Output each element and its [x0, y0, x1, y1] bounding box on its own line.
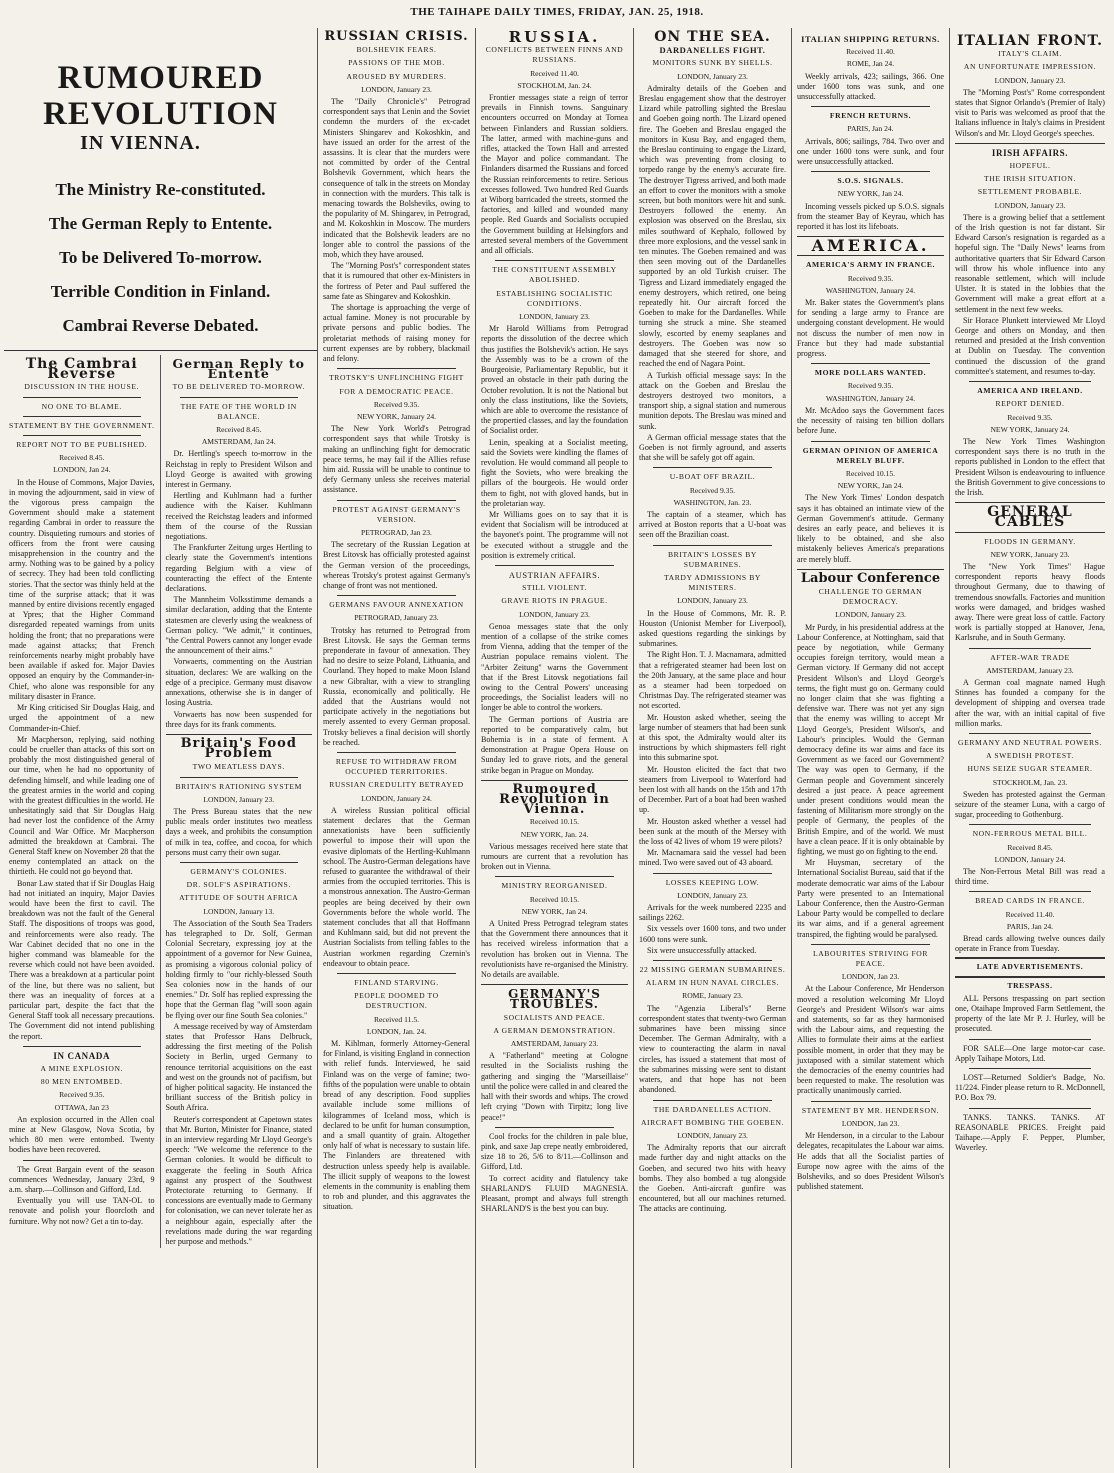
submarines-head: 22 MISSING GERMAN SUBMARINES. — [639, 965, 786, 975]
italian-shipping-head: ITALIAN SHIPPING RETURNS. — [801, 34, 940, 44]
losses-para-5: Mr. Houston asked whether a vessel had been sunk at the mouth of the Mersey with the loss of 42 lives of whom 19 were pilots? — [639, 816, 786, 847]
trespass-head: TRESPASS. — [1007, 980, 1053, 990]
labour-dateline: LONDON, January 23. — [835, 610, 906, 620]
canada-para: An explosion occurred in the Allen coal mine at New Glasgow, Nova Scotia, by which 80 men were entombed. Twenty bodies have been recovered. — [9, 1114, 155, 1155]
french-head: FRENCH RETURNS. — [829, 111, 912, 121]
canada-sub-1: A MINE EXPLOSION. — [40, 1064, 124, 1073]
trotsky-received: Received 9.35. — [373, 399, 420, 409]
losses-para-3: Mr. Houston asked whether, seeing the large number of steamers that had been sunk at this spot, the Admiralty would alter its instructions by which shipmasters fell right into this submarine spot. — [639, 712, 786, 763]
assembly-para-2: Lenin, speaking at a Socialist meeting, said the Soviets were kindling the flames of revolution. He would command all people to fight the Soviets, who were breaking the pillars of the bourgeois. He would order them to fight, not with gloved hands, but in the proletarian way. — [481, 437, 628, 508]
opinion-para: The New York Times' London despatch says it has obtained an intimate view of the German Government's attitude. Germany desires an early peace, and believes it is likely to be obtained, and she also mistakenly believes America's preparations are merely bluff. — [797, 493, 944, 564]
french-dateline: PARIS, Jan 24. — [847, 124, 894, 134]
cambrai-sub-2: NO ONE TO BLAME. — [41, 401, 122, 411]
refuse-sub: RUSSIAN CREDULITY BETRAYED — [329, 780, 464, 790]
army-head: AMERICA'S ARMY IN FRANCE. — [805, 260, 936, 270]
italian-front-sub-2: AN UNFORTUNATE IMPRESSION. — [963, 62, 1097, 72]
afterwar-head: AFTER-WAR TRADE — [990, 652, 1070, 662]
deck-2: The German Reply to Entente. — [48, 214, 273, 233]
deck-4: Terrible Condition in Finland. — [50, 282, 271, 301]
opinion-head: GERMAN OPINION OF AMERICA MERELY BLUFF. — [802, 445, 939, 465]
german-reply-dateline: AMSTERDAM, Jan 24. — [201, 437, 276, 447]
finland-dateline: LONDON, Jan. 24. — [366, 1026, 427, 1036]
food-sub-1: TWO MEATLESS DAYS. — [192, 762, 285, 772]
masthead: THE TAIHAPE DAILY TIMES, FRIDAY, JAN. 25, 1918. — [410, 6, 704, 18]
ad-frocks: Cool frocks for the children in pale blue, pink, and saxe Jap crepe neatly embroidered, size 18 to 26, 5/6 to 8/11.—Collinson and Gifford, Ltd. — [481, 1131, 628, 1172]
refuse-para: A wireless Russian political official statement declares that the German annexationists have been sufficiently powerful to impose their will upon the evasive diplomats of the Hertling-Kuhlmann school. The Austro-German delegations have refused to guarantee the withdrawal of their armies from the occupied territories. This is a monstrous annexation. The Austro-German peoples are being deceived by their own Governments before the whole world. The statement concludes that all that Hoffmann and Kuhlmann said, but did not prevent the Austrian Socialists from telling fables to the Austrian workmen regarding Czernin's endeavour to obtain peace. — [323, 805, 470, 968]
labour-sub: CHALLENGE TO GERMAN DEMOCRACY. — [818, 586, 923, 607]
russian-crisis-sub-3: AROUSED BY MURDERS. — [346, 71, 447, 81]
colonies-sub-1: DR. SOLF'S ASPIRATIONS. — [186, 880, 291, 890]
afterwar-para: A German coal magnate named Hugh Stinnes has founded a company for the development of shipping and oversea trade after the war, with an initial capital of five million marks. — [955, 677, 1105, 728]
italian-front-sub: ITALY'S CLAIM. — [998, 49, 1062, 59]
colonies-para-3: Reuter's correspondent at Capetown states that Mr. Burton, Minister for Finance, stated in an interview regarding Mr Lloyd George's speech: "We welcome the reference to the German colonies. It would be difficult to exaggerate the feeling in South Africa against any prospect of the Southwest Protectorate returning to Germany. If concessions are eventually made to Germany for colonisation, we can never tolerate her as a neighbour again, especially after the revelations made during the war regarding her purpose and methods." — [165, 1114, 312, 1247]
german-reply-para-4: The Mannheim Volksstimme demands a similar declaration, adding that the Entente statesmen are cleverly using the weakness of German policy. "We admit," it continues, "the Central Powers cannot any longer evade the announcement of their aims." — [165, 595, 312, 656]
protest-para: The secretary of the Russian Legation at Brest Litovsk has officially protested against the German version of the proceedings, whereas Trotsky's protest against Germany's change of front was not mentioned. — [323, 540, 470, 590]
italian-front-head: ITALIAN FRONT. — [956, 33, 1104, 49]
sos-dateline: NEW YORK, Jan 24. — [837, 189, 904, 199]
russia-received: Received 11.40. — [530, 68, 579, 78]
america-ireland-received: Received 9.35. — [1007, 412, 1053, 422]
neutral-sub-2: HUNS SEIZE SUGAR STEAMER. — [967, 764, 1093, 774]
low-head: LOSSES KEEPING LOW. — [665, 877, 760, 887]
low-para-3: Six were unsuccessfully attacked. — [647, 945, 757, 955]
colonies-para-2: A message received by way of Amsterdam states that Professor Hans Delbruck, addressing the first meeting of the Polish Society in Berlin, urged Germany to renounce territorial acquisitions on the east and west on the grounds not of pacifism, but of higher political sagacity. He instanced the brilliant success of the British policy in South Africa. — [165, 1021, 312, 1113]
italian-shipping-para: Weekly arrivals, 423; sailings, 366. One under 1600 tons was sunk, and one unsuccessfully attacked. — [797, 71, 944, 102]
trotsky-para: The New York World's Petrograd correspondent says that while Trotsky is making an unflinching fight for democratic peace terms, he may fail if the Allies refuse him aid. Russia will be unable to continue to defy Germany unless she receives material assistance. — [323, 424, 470, 495]
dollars-para: Mr. McAdoo says the Government faces the necessity of raising ten billion dollars before June. — [797, 405, 944, 436]
austrian-para-1: Genoa messages state that the only mention of a collapse of the strike comes from Vienna, adding that the temper of the Austrian populace remains violent. The "Arbiter Zeitung" warns the Government that if the Brest Litovsk negotiations fail owing to the Central Powers' unceasing proceedings, the Socialist leaders will no longer be able to control the workers. — [481, 621, 628, 713]
submarines-dateline: ROME, January 23. — [682, 991, 743, 1001]
bread-received: Received 11.40. — [1005, 909, 1055, 919]
trotsky-head: TROTSKY'S UNFLINCHING FIGHT — [329, 373, 464, 383]
cambrai-para-2: Mr King criticised Sir Douglas Haig, and urged the appointment of a new Commander-in-Chief. — [9, 703, 155, 733]
low-para-2: Six vessels over 1600 tons, and two under 1600 tons were sunk. — [639, 924, 786, 944]
russia-dateline: STOCKHOLM, Jan. 24. — [517, 80, 592, 90]
irish-dateline: LONDON, January 23. — [994, 200, 1066, 210]
america-ireland-head: AMERICA AND IRELAND. — [977, 386, 1083, 396]
irish-head: IRISH AFFAIRS. — [991, 147, 1069, 158]
german-reply-para-1: Dr. Hertling's speech to-morrow in the Reichstag in reply to President Wilson and Lloyd George is awaited with growing interest in Germany. — [165, 449, 312, 490]
finland-head: FINLAND STARVING. — [354, 978, 439, 988]
late-ads-head: LATE ADVERTISEMENTS. — [976, 962, 1084, 972]
labourites-dateline: LONDON, Jan 23. — [841, 972, 900, 982]
irish-sub: HOPEFUL. — [1009, 161, 1051, 171]
austrian-sub: STILL VIOLENT. — [522, 583, 587, 593]
labour-para-1: Mr Purdy, in his presidential address at the Labour Conference, at Nottingham, said that peace by negotiation, while Germany occupies foreign territory, would mean a German victory. If Germany did not accept President Wilson's and Lloyd George's terms, the fight must go on. Germany could no longer claim that she was fighting a defensive war. There was not yet any sign that the enemy was willing to accept Mr Lloyd George's, President Wilson's, and Labour's principles. Would the German democracy define its war aims and face its Government as we faced our Government? The way was open to Germany, if the German people and Government sincerely desired a just peace. A peace agreement under present conditions would mean the fastening of Militarism more strongly on the people of Germany, the peoples of the British Empire, and of the world. We must have a clean peace. If it is only obtainable by fighting, we must go on fighting to the end. — [797, 622, 944, 857]
cambrai-para-1: In the House of Commons, Major Davies, in moving the adjournment, said in view of the vigorous press campaign the Government should make a statement regarding Cambrai in order to reassure the country. Disquieting rumours and stories of officers from the front were causing misapprehension in the country and the army. Nothing was to be gained by a policy of secrecy. They had been told conflicting stories. That the sector was thinly held at the time of the surprise attack; that it was manned by entire divisions recently engaged at Ypres; that the Higher Command disregarded repeated warnings from units holding the front; that no preparations were made against attacks; that French reinforcements nearby might probably have been available if asked for. Major Davies opposed an enquiry by the Commander-in-Chief, who alone was responsible for any military disaster in France. — [9, 477, 155, 701]
deck-1: The Ministry Re-constituted. — [55, 180, 266, 199]
ad-tanks: TANKS. TANKS. TANKS. AT REASONABLE PRICES. Freight paid Taihape.—Apply F. Pepper, Plumber, Waverley. — [955, 1112, 1105, 1153]
irish-sub-2: THE IRISH SITUATION. — [984, 174, 1076, 184]
dollars-dateline: WASHINGTON, January 24. — [825, 393, 916, 403]
ministry-head: MINISTRY REORGANISED. — [501, 881, 608, 891]
irish-para-2: Sir Horace Plunkett interviewed Mr Lloyd George and others on Monday, and then returned and presided at the Irish convention at Dublin on Tuesday. The convention continued the discussion of the grand committee's statement, and resumes to-day. — [955, 315, 1105, 376]
canada-received: Received 9.35. — [59, 1090, 105, 1100]
austrian-dateline: LONDON, January 23. — [519, 609, 590, 619]
low-dateline: LONDON, January 23. — [677, 890, 748, 900]
troubles-head: GERMANY'S TROUBLES. — [508, 987, 601, 1012]
floods-head: FLOODS IN GERMANY. — [984, 536, 1076, 546]
vienna-head: Rumoured Revolution in Vienna. — [499, 781, 610, 818]
general-cables-head: GENERAL CABLES — [987, 504, 1073, 531]
lead-title-2: IN VIENNA. — [80, 132, 201, 154]
sea-para-1: Admiralty details of the Goeben and Breslau engagement show that the destroyer Lizard while patrolling sighted the Breslau and Goeben going north. The Lizard opened fire. The Goeben and Breslau engaged the monitors in Kusu Bay, and engaged them, the Breslau continuing to engage the Lizard, which was preventing from closing to torpedo range by the enemy's accurate fire. The destroyer Tigress arrived, and both made an effort to cover the monitors with a smoke screen, but both monitors were hit and sunk. Destroyers followed the enemy. An explosion was observed on the Breslau, six miles southward of Kephalo, followed by three more explosions, and the vessel sank in ten minutes. The Goeben remained and was then seen moving out of the Dardanelles supported by an old Turkish cruiser. The Tigress and Lizard immediately engaged the enemy destroyers, which retired, one being repeatedly hit. Our aircraft forced the Goeben to make for the Dardanelles. While turning she struck a mine. She steamed slowly, escorted by enemy seaplanes and destroyers. The Goeben was now so damaged that she steered for shore, and reached the end of Nagara Point. — [639, 83, 786, 369]
bread-dateline: PARIS, Jan 24. — [1006, 921, 1054, 931]
cambrai-para-4: Bonar Law stated that if Sir Douglas Haig had not initiated an inquiry, Major Davies would have been the first to cavil. The breakdown was not the fault of the General Staff. The dispositions of troops was good, and reinforcements were also ready. The War Cabinet decided that no one in the higher command was blameable for the reverse which could not have been avoided. There was a breakdown at a particular point of the line, but there was no salient, but there was an inequality of forces at a particular part, despite the fact that the General Staff took all necessary precautions. The Government did not intend publishing the report. — [9, 878, 155, 1041]
opinion-dateline: NEW YORK, Jan 24. — [837, 481, 904, 491]
protest-head: PROTEST AGAINST GERMANY'S VERSION. — [332, 504, 461, 524]
russian-crisis-para-2: The "Morning Post's" correspondent states that it is rumoured that other ex-Ministers in the fortress of Peter and Paul suffered the same fate as Shingarev and Kokoshkin. — [323, 261, 470, 301]
cambrai-sub-1: DISCUSSION IN THE HOUSE. — [24, 382, 140, 392]
protest-dateline: PETROGRAD, Jan 23. — [361, 527, 432, 537]
canada-sub-2: 80 MEN ENTOMBED. — [40, 1077, 123, 1087]
losses-dateline: LONDON, January 23. — [677, 596, 748, 606]
column-1 — [4, 28, 318, 1468]
troubles-sub: SOCIALISTS AND PEACE. — [503, 1012, 606, 1022]
austrian-head: AUSTRIAN AFFAIRS. — [508, 569, 601, 580]
ad-lost-badge: LOST—Returned Soldier's Badge, No. 11/224. Finder please return to R. McDonnell, P.O. Box 79. — [955, 1073, 1105, 1103]
russia-sub: CONFLICTS BETWEEN FINNS AND RUSSIANS. — [485, 45, 624, 65]
losses-sub: TARDY ADMISSIONS BY MINISTERS. — [663, 572, 761, 593]
low-para-1: Arrivals for the week numbered 2235 and sailings 2262. — [639, 903, 786, 923]
colonies-dateline: LONDON, January 13. — [203, 906, 275, 916]
italian-front-dateline: LONDON, January 23. — [994, 75, 1066, 85]
german-reply-para-6: Vorwaerts has now been suspended for three days for its frank comments. — [165, 709, 312, 729]
metal-received: Received 8.45. — [1007, 842, 1053, 852]
german-reply-head: German Reply to Entente — [172, 356, 306, 382]
annex-para: Trotsky has returned to Petrograd from Brest Litovsk. He says the German terms preponderate in favour of annexation. They had no desire to seize Poland, Lithuania, and Courland. They hoped to make Moon Island a new Gibraltar, with a view to strangling Russia, economically and politically. He added that the Austrians would not participate actively in the negotiations but merely assented to every German proposal. Trotsky believes a final decision will shortly be reached. — [323, 625, 470, 747]
subcolumn-cambrai — [4, 355, 161, 1248]
metal-para: The Non-Ferrous Metal Bill was read a third time. — [955, 867, 1105, 887]
ad-bargain: The Great Bargain event of the season commences Wednesday, January 23rd, 9 a.m. sharp.—Collinson and Gifford, Ltd. — [9, 1164, 155, 1195]
troubles-dateline: AMSTERDAM, January 23. — [510, 1039, 599, 1049]
italian-shipping-dateline: ROME, Jan 24. — [846, 59, 895, 69]
deck-5: Cambrai Reverse Debated. — [62, 316, 259, 335]
uboat-received: Received 9.35. — [689, 485, 736, 495]
colonies-para-1: The Association of the South Sea Traders has telegraphed to Dr. Solf, German Colonial Secretary, expressing joy at the appointment of a governor for New Guinea, as promising a vigorous colonial policy of holding firmly to "our richly-blessed South Sea colonies now in the hands of our enemies." Dr. Solf has replied expressing the hope that the German flag "will soon again be flying over our fine South Sea colonies." — [165, 918, 312, 1020]
russian-crisis-dateline: LONDON, January 23. — [361, 84, 432, 94]
neutral-head: GERMANY AND NEUTRAL POWERS. — [958, 737, 1102, 747]
russian-crisis-para-1: The "Daily Chronicle's" Petrograd correspondent says that Lenin and the Soviet condemn the murders of the ex-cadet Ministers Shingarev and Kokoshkin, and have issued an order for the arrest of the assassins. It is clear that the murders were not committed by order of the Central Bolshevik Government, which hears the consequence of talk in the streets on Monday in connection with the murders. This talk is menacing towards the Bolsheviks, owing to the popularity of M. Shingarev, in Petrograd, and M. Kokoshkin in Moscow. The murders indicated that the Bolshevik leaders are no longer able to control the passions of the mob, which they have aroused. — [323, 97, 470, 260]
french-para: Arrivals, 806; sailings, 784. Two over and one under 1600 tons were sunk, and four were unsuccessfully attacked. — [797, 136, 944, 167]
column-2 — [318, 28, 476, 1468]
column-3 — [476, 28, 634, 1468]
metal-dateline: LONDON, January 24. — [994, 854, 1066, 864]
russia-para: Frontier messages state a reign of terror prevails in Finnish towns. Sanguinary encounters occurred on Monday at Tornea between Finlanders and Russian soldiers. The latter, armed with machine-guns and rifles, attacked the Town Hall and arrested the Mayor and police commandant. The Finlanders disarmed the Russians and forced the Russian reinforcements to retire. Serious excesses followed. Two hundred Red Guards at Wiborg barricaded the streets, stormed the factories, and killed and wounded many people. Red Guards and Socialists occupied the Government building at Helsingfors and arrested several members of the Government and all officials. — [481, 93, 628, 256]
trotsky-dateline: NEW YORK, January 24. — [356, 411, 437, 421]
canada-head: IN CANADA — [53, 1050, 111, 1061]
losses-head: BRITAIN'S LOSSES BY SUBMARINES. — [668, 549, 757, 569]
sea-sub-2: MONITORS SUNK BY SHELLS. — [652, 58, 773, 68]
losses-para-6: Mr. Macnamara said the vessel had been mined. Two were saved out of 43 aboard. — [639, 848, 786, 868]
america-head: AMERICA. — [811, 236, 930, 256]
submarines-sub: ALARM IN HUN NAVAL CIRCLES. — [645, 978, 780, 988]
army-received: Received 9.35. — [847, 273, 894, 283]
column-4 — [634, 28, 792, 1468]
floods-dateline: NEW YORK, January 23. — [990, 549, 1070, 559]
trotsky-sub: FOR A DEMOCRATIC PEACE. — [339, 386, 454, 396]
floods-para: The "New York Times" Hague correspondent reports heavy floods throughout Germany, due to thawing of tremendous snowfalls. Factories and munition works were damaged, and bridges washed away. There were great loss of cattle. Factory work is partially stopped at Hanover, Jena, Karlsruhe, and in South Germany. — [955, 561, 1105, 643]
russian-crisis-para-3: The shortage is approaching the verge of actual famine. Money is not procurable by private persons and public bodies. The proletariat methods of raising money for current expenses are by robbery, blackmail and felony. — [323, 303, 470, 364]
sea-head: ON THE SEA. — [654, 29, 771, 45]
labourites-para: At the Labour Conference, Mr Henderson moved a resolution welcoming Mr Lloyd George's and President Wilson's war aims and statements, so far as they harmonised with the Labour aims, and requesting the Allies to formulate their aims at the earliest possible moment, in order that they may be juxtaposed with a similar statement which the democracies of the enemy countries had been requested to make. The resolution was practically unanimously carried. — [797, 984, 944, 1096]
russian-crisis-sub-1: BOLSHEVIK FEARS. — [356, 45, 437, 55]
neutral-dateline: STOCKHOLM, Jan. 23. — [992, 777, 1068, 787]
bread-head: BREAD CARDS IN FRANCE. — [975, 896, 1085, 906]
italian-shipping-received: Received 11.40. — [846, 47, 895, 57]
ministry-para: A United Press Petrograd telegram states that the Government there announces that it has received wireless information that a revolution has broken out in Vienna. The revolutionists have re-organised the Ministry. No details are available. — [481, 919, 629, 980]
ad-for-sale: FOR SALE—One large motor-car case. Apply Taihape Motors, Ltd. — [955, 1043, 1105, 1063]
food-sub-2: BRITAIN'S RATIONING SYSTEM — [175, 781, 302, 791]
ministry-dateline: NEW YORK, Jan 24. — [521, 906, 588, 916]
deck-3: To be Delivered To-morrow. — [59, 248, 262, 267]
neutral-para: Sweden has protested against the German seizure of the steamer Luna, with a cargo of sugar, proceeding to Gothenburg. — [955, 789, 1105, 820]
america-ireland-dateline: NEW YORK, January 24. — [990, 424, 1070, 434]
uboat-head: U-BOAT OFF BRAZIL. — [669, 472, 756, 482]
cambrai-dateline: LONDON, Jan 24. — [53, 465, 111, 475]
neutral-sub: A SWEDISH PROTEST. — [986, 751, 1074, 761]
finland-sub: PEOPLE DOOMED TO DESTRUCTION. — [354, 991, 439, 1011]
afterwar-dateline: AMSTERDAM, January 23. — [986, 665, 1074, 675]
henderson-head: STATEMENT BY MR. HENDERSON. — [801, 1105, 940, 1115]
vienna-para: Various messages received here state that rumours are current that a revolution has broken out in Vienna. — [481, 841, 628, 872]
metal-head: NON-FERROUS METAL BILL. — [972, 829, 1088, 839]
henderson-dateline: LONDON, Jan 23. — [841, 1118, 900, 1128]
uboat-dateline: WASHINGTON, Jan. 23. — [673, 497, 752, 507]
cambrai-head: The Cambrai Reverse — [25, 356, 138, 383]
cambrai-sub-4: REPORT NOT TO BE PUBLISHED. — [16, 440, 148, 450]
food-dateline: LONDON, January 23. — [203, 794, 275, 804]
sea-sub-1: DARDANELLES FIGHT. — [659, 45, 766, 56]
column-5 — [792, 28, 950, 1468]
dardanelles-para: The Admiralty reports that our aircraft made further day and night attacks on the Goeben, and secured two hits with heavy bombs. They also bombed a tug alongside the Goeben. Anti-aircraft gunfire was encountered, but all our machines returned. The attacks are continuing. — [639, 1143, 786, 1214]
annex-dateline: PETROGRAD, January 23. — [354, 613, 439, 623]
labour-para-2: Mr Huysman, secretary of the International Socialist Bureau, said that if the moderate democratic war aims of the Labour Party were presented to an International Labour Conference, then the Austro-German Labour Party would be compelled to declare its war aims, and if a general agreement transpired, the fighting would be paralysed. — [797, 858, 944, 939]
sos-head: S.O.S. SIGNALS. — [837, 176, 904, 186]
irish-para-1: There is a growing belief that a settlement of the Irish question is not far distant. Sir Edward Carson's resignation is regarded as a hopeful sign. The "Daily News" learns from authoritative quarters that Sir Edward Carson will throw his whole influence into any reasonable settlement, which will include Ulster. It is stated in the lobbies that the Government will make a great effort at a settlement in the next few weeks. — [955, 212, 1105, 314]
assembly-para-1: Mr Harold Williams from Petrograd reports the dissolution of the decree which thus justifies the Bolshevik's action. He says the Assembly was to be a crown of the Bourgeoisie, Parliamentary Republic, but it proved an obstacle in their path during the October revolution. It is not the National but only the class institutions, like the Soviets, which are able to overcome the resistance of the propertied classes, and lay the foundation of Socialist order. — [481, 324, 628, 436]
german-reply-para-3: The Frankfurter Zeitung urges Hertling to clearly state the Government's intentions regarding Belgium with a view of counteracting the effect of the Entente declarations. — [165, 543, 312, 594]
german-reply-sub-2: THE FATE OF THE WORLD IN BALANCE. — [180, 401, 297, 421]
army-dateline: WASHINGTON, January 24. — [825, 285, 916, 295]
ministry-received: Received 10.15. — [529, 894, 580, 904]
colonies-head: GERMANY'S COLONIES. — [190, 866, 288, 876]
sea-para-3: A German official message states that the Goeben is not firmly aground, and asserts that she will be safely got off again. — [639, 432, 786, 463]
army-para: Mr. Baker states the Government's plans for sending a large army to France are undergoing constant development. He would not discuss the number of men now in France but they had made substantial progress. — [797, 298, 944, 359]
ad-tanol: Eventually you will use TAN-OL to renovate and polish your floorcloth and furniture. Why not now? Get a tin to-day. — [9, 1196, 155, 1226]
austrian-para-2: The German portions of Austria are reported to be comparatively calm, but Bohemia is in a state of ferment. A demonstration at Prague Opera House on Sunday led to grave riots, and the general strike began in Prague on Monday. — [481, 714, 628, 775]
italian-front-para: The "Morning Post's" Rome correspondent states that Signor Orlando's (Premier of Italy) visit to Paris was welcomed as proof that the Italians influence in Italy's claims in President Wilson's and Mr. Lloyd George's speeches. — [955, 87, 1105, 138]
opinion-received: Received 10.15. — [845, 468, 896, 478]
bread-para: Bread cards allowing twelve ounces daily operate in France from Tuesday. — [955, 934, 1105, 954]
dardanelles-head: THE DARDANELLES ACTION. — [653, 1104, 772, 1114]
america-ireland-para: The New York Times Washington correspondent says there is no truth in the reports published in London to the effect that President Wilson is endeavouring to influence the British Government to give concessions to the Irish. — [955, 436, 1105, 497]
dardanelles-sub: AIRCRAFT BOMBING THE GOEBEN. — [640, 1117, 785, 1127]
russian-crisis-head: RUSSIAN CRISIS. — [324, 29, 469, 44]
cambrai-sub-3: STATEMENT BY THE GOVERNMENT. — [9, 420, 155, 430]
ad-magnesia: To correct acidity and flatulency take SHARLAND'S FLUID MAGNESIA. Pleasant, prompt and always full strength SHARLAND'S is the best you can buy. — [481, 1173, 628, 1214]
column-6 — [950, 28, 1110, 1468]
dollars-head: MORE DOLLARS WANTED. — [814, 368, 927, 378]
losses-para-4: Mr. Houston elicited the fact that two steamers from Liverpool to Waterford had been lost with all hands on the 15th and 17th of December. Part of a boat had been washed up. — [639, 764, 786, 815]
vienna-received: Received 10.15. — [529, 817, 580, 827]
uboat-para: The captain of a steamer, which has arrived at Boston reports that a U-boat was seen off the Brazilian coast. — [639, 509, 786, 540]
food-para: The Press Bureau states that the new public meals order institutes two meatless days a week, and prohibits the consumption of milk in tea, coffee, and cocoa, for which persons must carry their own sugar. — [165, 806, 312, 857]
austrian-sub-2: GRAVE RIOTS IN PRAGUE. — [501, 596, 608, 606]
colonies-sub-2: ATTITUDE OF SOUTH AFRICA — [179, 893, 299, 903]
assembly-para-3: Mr Williams goes on to say that it is evident that Socialism will be introduced at the bayonet's point. The programme will not be executed without a struggle and the position is extremely critical. — [481, 509, 628, 560]
sea-dateline: LONDON, January 23. — [677, 71, 748, 81]
cambrai-received: Received 8.45. — [59, 453, 105, 463]
finland-para: M. Kihlman, formerly Attorney-General for Finland, is visiting England in connection with relief funds. Interviewed, he said Finland was on the verge of famine; two-fifths of the population were unable to obtain bread of any description. Food supplies available include some millions of kilogrammes of Iceland moss, which is declared to be unfit for human consumption, and a small quantity of grain. Altogether only half of what is necessary to sustain life. The Finlanders are threatened with destruction unless speedy help is available. The illicit supply of weapons to the lowest elements in the community is enabling them to rob and plunder, and this aggravates the situation. — [323, 1039, 470, 1212]
dollars-received: Received 9.35. — [847, 381, 894, 391]
henderson-para: Mr Henderson, in a circular to the Labour delegates, recapitulates the Labour war aims. He adds that all the Socialist parties of Europe now agree with the aims of the Bolsheviks, and so does President Wilson's published statement. — [797, 1131, 944, 1192]
sos-para: Incoming vessels picked up S.O.S. signals from the steamer Bay of Keyrau, which has reported it has lost its lifeboats. — [797, 201, 944, 232]
trespass-para: ALL Persons trespassing on part section one, Otaihape Improved Farm Settlement, the property of the late Mr P. J. Hurley, will be prosecuted. — [955, 993, 1105, 1034]
refuse-head: REFUSE TO WITHDRAW FROM OCCUPIED TERRITORIES. — [335, 757, 458, 777]
russia-head: RUSSIA. — [508, 28, 601, 46]
german-reply-sub-1: TO BE DELIVERED TO-MORROW. — [172, 382, 305, 392]
cambrai-para-3: Mr Macpherson, replying, said nothing could be crueller than attacks of this sort on probably the most distinguished general of our time, when he had no opportunity of defending himself, and while leading one of the greatest armies in the world and coping with the greatest difficulties in the world. He unhesitatingly said that Sir Douglas Haig had never lost the confidence of the Army Council and War Office. Mr Macpherson admitted the breakdown at Cambrai. The General Staff knew on November 28 that the enemy contemplated an attack on the thirtieth. He could not go beyond that. — [9, 734, 155, 877]
columns — [4, 28, 1110, 1468]
russian-crisis-sub-2: PASSIONS OF THE MOB. — [348, 58, 445, 68]
lead-subcolumns — [4, 355, 317, 1248]
losses-para-1: In the House of Commons, Mr. R. P. Houston (Unionist Member for Liverpool), asked questions regarding the sinkings by submarines. — [639, 608, 786, 649]
labourites-head: LABOURITES STRIVING FOR PEACE. — [812, 948, 929, 969]
irish-sub-3: SETTLEMENT PROBABLE. — [977, 187, 1083, 197]
dardanelles-dateline: LONDON, January 23. — [677, 1130, 748, 1140]
german-reply-para-5: Vorwaerts, commenting on the Austrian situation, declares: We are walking on the edge of a precipice. Germany must disavow annexations, otherwise she is in danger of losing Austria. — [165, 657, 312, 708]
troubles-sub-2: A GERMAN DEMONSTRATION. — [493, 1025, 616, 1035]
troubles-para: A "Fatherland" meeting at Cologne resulted in the Socialists rushing the gathering and singing the "Marseillaise" until the police were called in and cleared the hall with their swords and whips. The crowd left crying "Down with Tirpitz; long live peace!" — [481, 1051, 628, 1122]
canada-dateline: OTTAWA, Jan 23 — [54, 1102, 109, 1112]
assembly-head: THE CONSTITUENT ASSEMBLY ABOLISHED. — [492, 265, 617, 285]
america-ireland-sub: REPORT DENIED. — [995, 399, 1065, 409]
lead-title-1: RUMOURED REVOLUTION — [43, 60, 278, 132]
vienna-dateline: NEW YORK, Jan. 24. — [520, 829, 589, 839]
food-head: Britain's Food Problem — [180, 735, 297, 762]
assembly-sub: ESTABLISHING SOCIALISTIC CONDITIONS. — [496, 288, 613, 308]
finland-received: Received 11.5. — [373, 1014, 420, 1024]
german-reply-para-2: Hertling and Kuhlmann had a further audience with the Kaiser. Kuhlmann received the Reichstag leaders and informed them of the course of the Russian negotiations. — [165, 491, 312, 542]
german-reply-received: Received 8.45. — [216, 425, 262, 435]
annex-head: GERMANS FAVOUR ANNEXATION — [329, 600, 464, 610]
assembly-dateline: LONDON, January 23. — [519, 312, 590, 322]
submarines-para: The "Agenzia Liberal's" Berne correspondent states that twenty-two German submarines have been missing since December. The German Admiralty, with a view to counteracting the alarm in naval circles, has issued a statement that most of the submarines missing were sent to distant waters, and that hope has not been abandoned. — [639, 1003, 786, 1095]
subcolumn-german-reply — [161, 355, 318, 1248]
refuse-dateline: LONDON, January 24. — [361, 793, 432, 803]
sea-para-2: A Turkish official message says: In the attack on the Goeben and Breslau the destroyers destroyed two monitors, a transport ship, a signal station and numerous munition depots. The Breslau was mined and sunk. — [639, 370, 786, 431]
labour-head: Labour Conference — [800, 570, 941, 586]
losses-para-2: The Right Hon. T. J. Macnamara, admitted that a refrigerated steamer had been lost on the 20th January, at the same place and hour as a steamer had been torpedoed on Christmas Day. The refrigerated steamer was not escorted. — [639, 650, 786, 711]
